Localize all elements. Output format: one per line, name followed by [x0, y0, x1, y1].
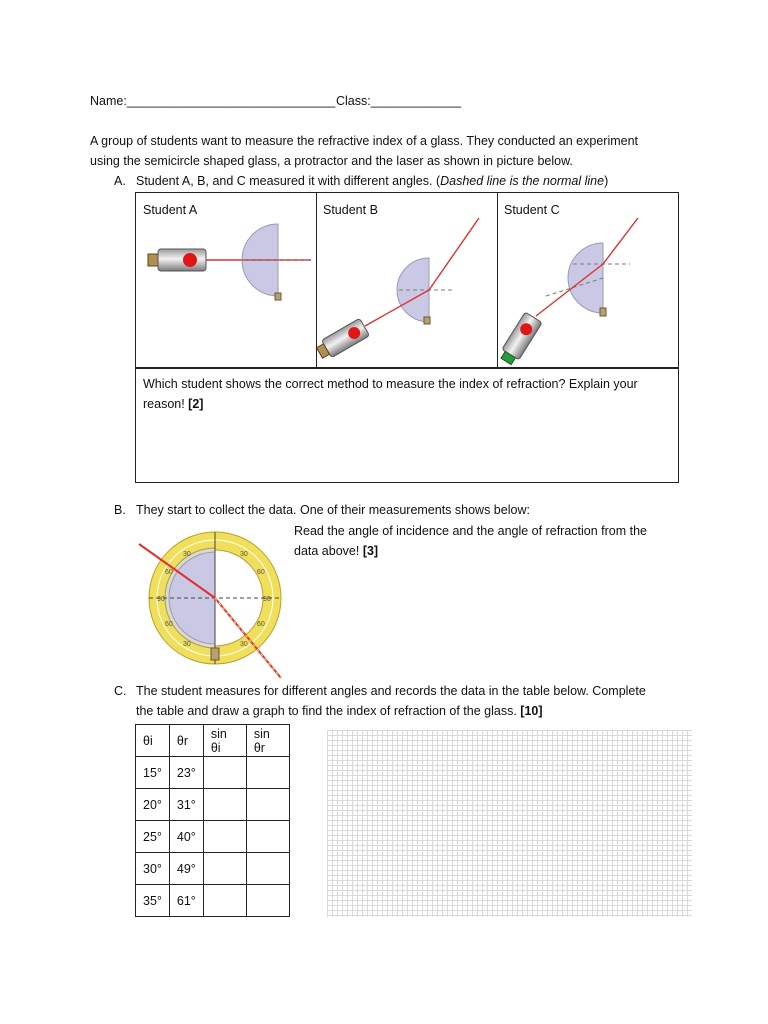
- protractor-diagram: [135, 530, 295, 680]
- student-c-diagram: [498, 218, 678, 366]
- section-c-line-2-text: the table and draw a graph to find the index of refraction of the glass.: [136, 704, 521, 718]
- section-c-line-2: [136, 704, 543, 718]
- scale-label: 90: [157, 596, 165, 603]
- student-a-diagram: [136, 218, 316, 366]
- section-b-marks: [3]: [362, 544, 379, 558]
- section-a-main: Student A, B, and C measured it with different angles. (: [136, 174, 441, 188]
- student-b-diagram: [317, 218, 497, 366]
- intro-line-2: using the semicircle shaped glass, a protractor and the laser as shown in picture below.: [90, 154, 573, 168]
- cell-theta-i: 15°: [136, 757, 170, 789]
- laser-pointer: [498, 312, 542, 366]
- scale-label: 60: [165, 569, 173, 576]
- section-b-text: They start to collect the data. One of their measurements shows below:: [136, 503, 530, 517]
- header-theta-i: θi: [136, 725, 170, 757]
- refracted-beam: [429, 218, 479, 290]
- section-c-marker: C.: [114, 684, 127, 698]
- glass-stand: [211, 648, 219, 660]
- section-a-question-2-text: reason!: [143, 397, 189, 411]
- section-b-marker: B.: [114, 503, 126, 517]
- scale-label: 30: [183, 641, 191, 648]
- section-a-italic: Dashed line is the normal line: [440, 174, 605, 188]
- cell-sin-theta-i[interactable]: [203, 885, 246, 917]
- cell-theta-i: 25°: [136, 821, 170, 853]
- section-a-question-1: Which student shows the correct method to measure the index of refraction? Explain your: [143, 377, 638, 391]
- data-table: [135, 724, 290, 917]
- section-b-question-2: [294, 544, 378, 558]
- table-header-row: [136, 725, 290, 757]
- table-row: [136, 885, 290, 917]
- cell-theta-i: 30°: [136, 853, 170, 885]
- table-row: [136, 821, 290, 853]
- section-a-close: ): [604, 174, 609, 188]
- laser-pointer: [317, 318, 370, 361]
- cell-theta-i: 20°: [136, 789, 170, 821]
- scale-label: 30: [183, 551, 191, 558]
- cell-sin-theta-r[interactable]: [246, 821, 289, 853]
- header-theta-r: θr: [169, 725, 203, 757]
- section-c-line-1: The student measures for different angles and records the data in the table below. Complete: [136, 684, 646, 698]
- student-b-label: Student B: [323, 203, 378, 217]
- scale-label: 60: [165, 621, 173, 628]
- cell-theta-r: 40°: [169, 821, 203, 853]
- laser-pointer: [158, 249, 206, 271]
- header-sin-theta-r: sin θr: [246, 725, 289, 757]
- cell-theta-r: 31°: [169, 789, 203, 821]
- student-a-label: Student A: [143, 203, 198, 217]
- glass-stand: [600, 308, 606, 316]
- cell-theta-r: 61°: [169, 885, 203, 917]
- laser-cap: [148, 254, 158, 266]
- intro-line-1: A group of students want to measure the refractive index of a glass. They conducted an experiment: [90, 134, 639, 148]
- student-c-label: Student C: [504, 203, 560, 217]
- section-a-marks: [2]: [188, 397, 204, 411]
- scale-label: 60: [257, 621, 265, 628]
- section-a-question-2: [143, 397, 203, 411]
- scale-label: 30: [240, 641, 248, 648]
- table-row: [136, 757, 290, 789]
- section-b-question-2-text: data above!: [294, 544, 363, 558]
- scale-label: 30: [240, 551, 248, 558]
- section-a-marker: A.: [114, 174, 126, 188]
- cell-sin-theta-r[interactable]: [246, 789, 289, 821]
- refracted-beam: [603, 218, 638, 264]
- section-a-text: [136, 174, 608, 188]
- cell-sin-theta-i[interactable]: [203, 821, 246, 853]
- glass-stand: [275, 293, 281, 300]
- section-c-marks: [10]: [520, 704, 543, 718]
- header-sin-theta-i: sin θi: [203, 725, 246, 757]
- cell-sin-theta-i[interactable]: [203, 789, 246, 821]
- table-row: [136, 853, 290, 885]
- section-b-question-1: Read the angle of incidence and the angle of refraction from the: [294, 524, 648, 538]
- name-label: Name:______________________________: [90, 94, 336, 108]
- cell-theta-r: 23°: [169, 757, 203, 789]
- scale-label: 90: [263, 596, 271, 603]
- laser-button: [183, 253, 197, 267]
- cell-sin-theta-i[interactable]: [203, 853, 246, 885]
- cell-sin-theta-r[interactable]: [246, 757, 289, 789]
- scale-label: 60: [257, 569, 265, 576]
- class-label: Class:_____________: [336, 94, 462, 108]
- cell-sin-theta-r[interactable]: [246, 853, 289, 885]
- cell-theta-r: 49°: [169, 853, 203, 885]
- glass-stand: [424, 317, 430, 324]
- cell-theta-i: 35°: [136, 885, 170, 917]
- cell-sin-theta-i[interactable]: [203, 757, 246, 789]
- table-row: [136, 789, 290, 821]
- cell-sin-theta-r[interactable]: [246, 885, 289, 917]
- graph-paper[interactable]: [327, 730, 692, 917]
